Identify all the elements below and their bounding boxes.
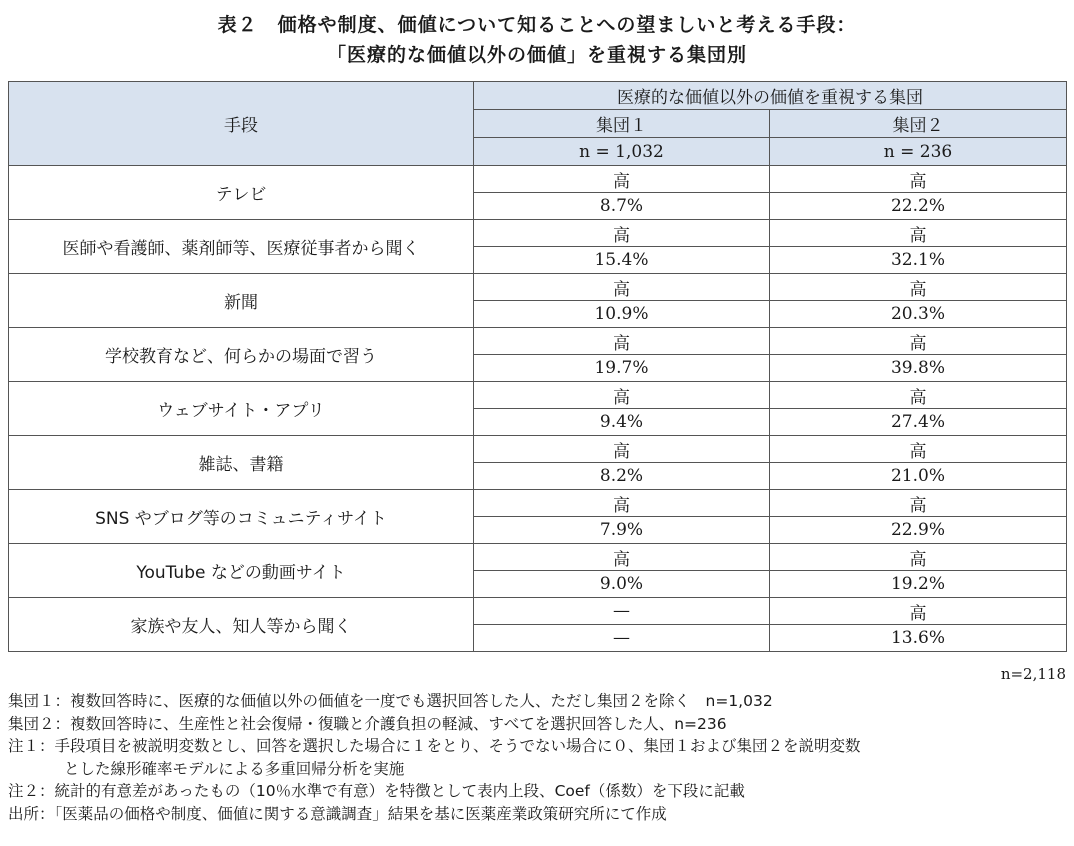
table-title-line1: 表２ 価格や制度、価値について知ることへの望ましいと考える手段： [217, 14, 857, 36]
note-1-cont: とした線形確率モデルによる多重回帰分析を実施 [64, 759, 405, 778]
group1-significance: — [474, 598, 770, 625]
note-group2: 集団２：複数回答時に、生産性と社会復帰・復職と介護負担の軽減、すべてを選択回答した人、n=236 [8, 714, 727, 733]
note-2: 注２：統計的有意差があったもの（10％水準で有意）を特徴として表内上段、Coef（係数）を下段に記載 [8, 782, 745, 801]
group2-coef: 32.1% [770, 247, 1067, 274]
group2-coef: 19.2% [770, 571, 1067, 598]
table-row [9, 220, 1067, 247]
table-row [9, 382, 1067, 409]
method-label: 家族や友人、知人等から聞く [9, 598, 474, 652]
group1-significance: 高 [474, 274, 770, 301]
header-n2: n = 236 [770, 138, 1067, 166]
group2-significance: 高 [770, 166, 1067, 193]
group1-coef: 7.9% [474, 517, 770, 544]
header-method: 手段 [9, 82, 474, 166]
group2-significance: 高 [770, 544, 1067, 571]
method-label: ウェブサイト・アプリ [9, 382, 474, 436]
note-group1: 集団１：複数回答時に、医療的な価値以外の価値を一度でも選択回答した人、ただし集団２を除く n=1,032 [8, 692, 773, 710]
table-row [9, 598, 1067, 625]
table-row [9, 436, 1067, 463]
group1-significance: 高 [474, 436, 770, 463]
group2-coef: 22.9% [770, 517, 1067, 544]
header-group: 医療的な価値以外の価値を重視する集団 [474, 82, 1067, 110]
header-n1: n = 1,032 [474, 138, 770, 166]
group2-coef: 21.0% [770, 463, 1067, 490]
group2-significance: 高 [770, 436, 1067, 463]
group1-significance: 高 [474, 328, 770, 355]
group2-significance: 高 [770, 220, 1067, 247]
method-label: 医師や看護師、薬剤師等、医療従事者から聞く [9, 220, 474, 274]
group1-significance: 高 [474, 490, 770, 517]
method-label: 雑誌、書籍 [9, 436, 474, 490]
header-group2: 集団２ [770, 110, 1067, 138]
note-source: 出所：「医薬品の価格や制度、価値に関する意識調査」結果を基に医薬産業政策研究所にて作成 [8, 804, 667, 823]
table-row [9, 166, 1067, 193]
total-n: n=2,118 [1000, 665, 1066, 683]
results-table [8, 81, 1067, 652]
method-label: 新聞 [9, 274, 474, 328]
group2-significance: 高 [770, 490, 1067, 517]
group1-significance: 高 [474, 166, 770, 193]
group1-significance: 高 [474, 544, 770, 571]
group1-coef: 9.0% [474, 571, 770, 598]
group1-coef: 15.4% [474, 247, 770, 274]
group1-coef: 19.7% [474, 355, 770, 382]
group1-coef: 10.9% [474, 301, 770, 328]
method-label: YouTube などの動画サイト [9, 544, 474, 598]
group1-significance: 高 [474, 220, 770, 247]
group2-coef: 13.6% [770, 625, 1067, 652]
table-row [9, 274, 1067, 301]
group2-significance: 高 [770, 274, 1067, 301]
group1-coef: — [474, 625, 770, 652]
group2-significance: 高 [770, 598, 1067, 625]
group2-coef: 22.2% [770, 193, 1067, 220]
group2-significance: 高 [770, 328, 1067, 355]
group1-coef: 9.4% [474, 409, 770, 436]
group2-coef: 27.4% [770, 409, 1067, 436]
method-label: SNS やブログ等のコミュニティサイト [9, 490, 474, 544]
group1-coef: 8.7% [474, 193, 770, 220]
table-row [9, 328, 1067, 355]
group1-significance: 高 [474, 382, 770, 409]
table-title-line2: 「医療的な価値以外の価値」を重視する集団別 [326, 44, 747, 66]
group2-coef: 20.3% [770, 301, 1067, 328]
group2-significance: 高 [770, 382, 1067, 409]
method-label: 学校教育など、何らかの場面で習う [9, 328, 474, 382]
method-label: テレビ [9, 166, 474, 220]
table-row [9, 490, 1067, 517]
header-group1: 集団１ [474, 110, 770, 138]
group1-coef: 8.2% [474, 463, 770, 490]
table-row [9, 544, 1067, 571]
group2-coef: 39.8% [770, 355, 1067, 382]
note-1: 注１：手段項目を被説明変数とし、回答を選択した場合に１をとり、そうでない場合に０、集団１および集団２を説明変数 [8, 737, 861, 756]
notes [8, 690, 1070, 826]
